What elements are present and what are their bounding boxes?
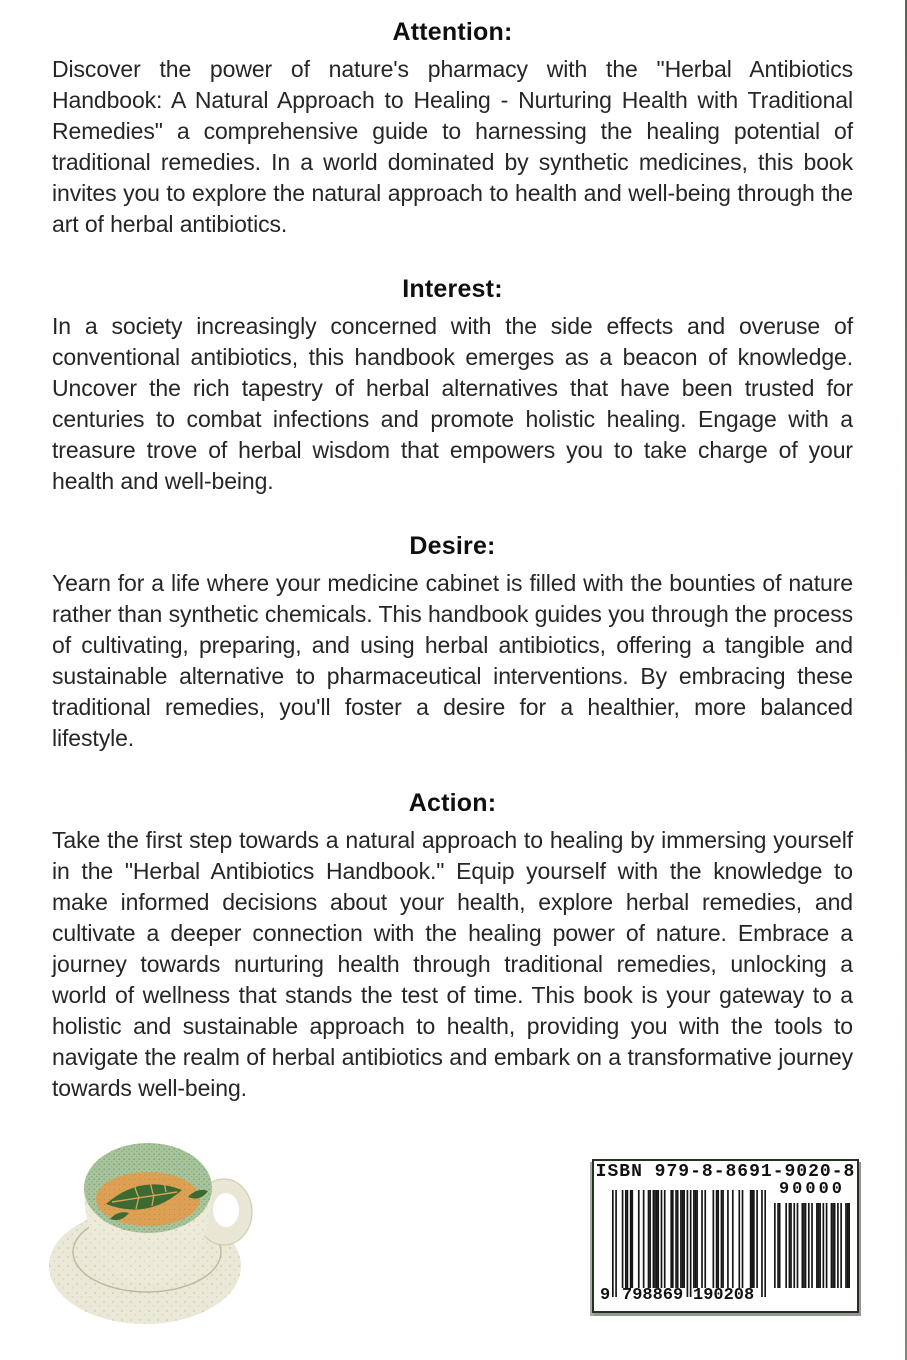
attention-body-text: Discover the power of nature's pharmacy with the "Herbal Antibiotics Handbook: A Natural Approach to Healing - Nurturing Health with Traditional Remedies" a comprehensive guide to harnessing the healing potential of traditional remedies. In a world dominated by synthetic medicines, this book invites you to explore the natural approach to health and well-being through the art of herbal antibiotics. [52,56,853,237]
barcode-digits [600,1286,770,1308]
attention-heading: Attention: [392,18,513,46]
desire-body-text: Yearn for a life where your medicine cabinet is filled with the bounties of nature rather than synthetic chemicals. This handbook guides you through the process of cultivating, preparing, and using herbal antibiotics, offering a tangible and sustainable alternative to pharmaceutical interventions. By embracing these traditional remedies, you'll foster a desire for a healthier, more balanced lifestyle. [52,570,853,751]
isbn-number: ISBN 979-8-8691-9020-8 [595,1162,856,1182]
barcode-bars [612,1190,766,1297]
interest-heading: Interest: [402,275,503,303]
barcode-digit-leading: 9 [600,1286,611,1305]
section-action [52,789,853,1104]
barcode-digits-group2: 190208 [693,1286,755,1305]
teacup-illustration [48,1138,260,1336]
barcode-digits-group1: 798869 [622,1286,684,1305]
action-body-text: Take the first step towards a natural approach to healing by immersing yourself in the "Herbal Antibiotics Handbook." Equip yourself with the knowledge to make informed decisions about your health, explore herbal remedies, and cultivate a deeper connection with the healing power of nature. Embrace a journey towards nurturing health through traditional remedies, unlocking a world of wellness that stands the test of time. This book is your gateway to a holistic and sustainable approach to health, providing you with the tools to navigate the realm of herbal antibiotics and embark on a transformative journey towards well-being. [52,827,853,1101]
desire-heading: Desire: [409,532,496,560]
price-code: 90000 [778,1180,845,1199]
section-attention [52,18,853,240]
interest-body-text: In a society increasingly concerned with the side effects and overuse of conventional antibiotics, this handbook emerges as a beacon of knowledge. Uncover the rich tapestry of herbal alternatives that have been trusted for centuries to combat infections and promote holistic healing. Engage with a treasure trove of herbal wisdom that empowers you to take charge of your health and well-being. [52,313,853,494]
isbn-barcode [592,1159,859,1313]
section-desire [52,532,853,754]
section-interest [52,275,853,497]
action-heading: Action: [408,789,497,817]
barcode-addon-bars [774,1203,850,1288]
